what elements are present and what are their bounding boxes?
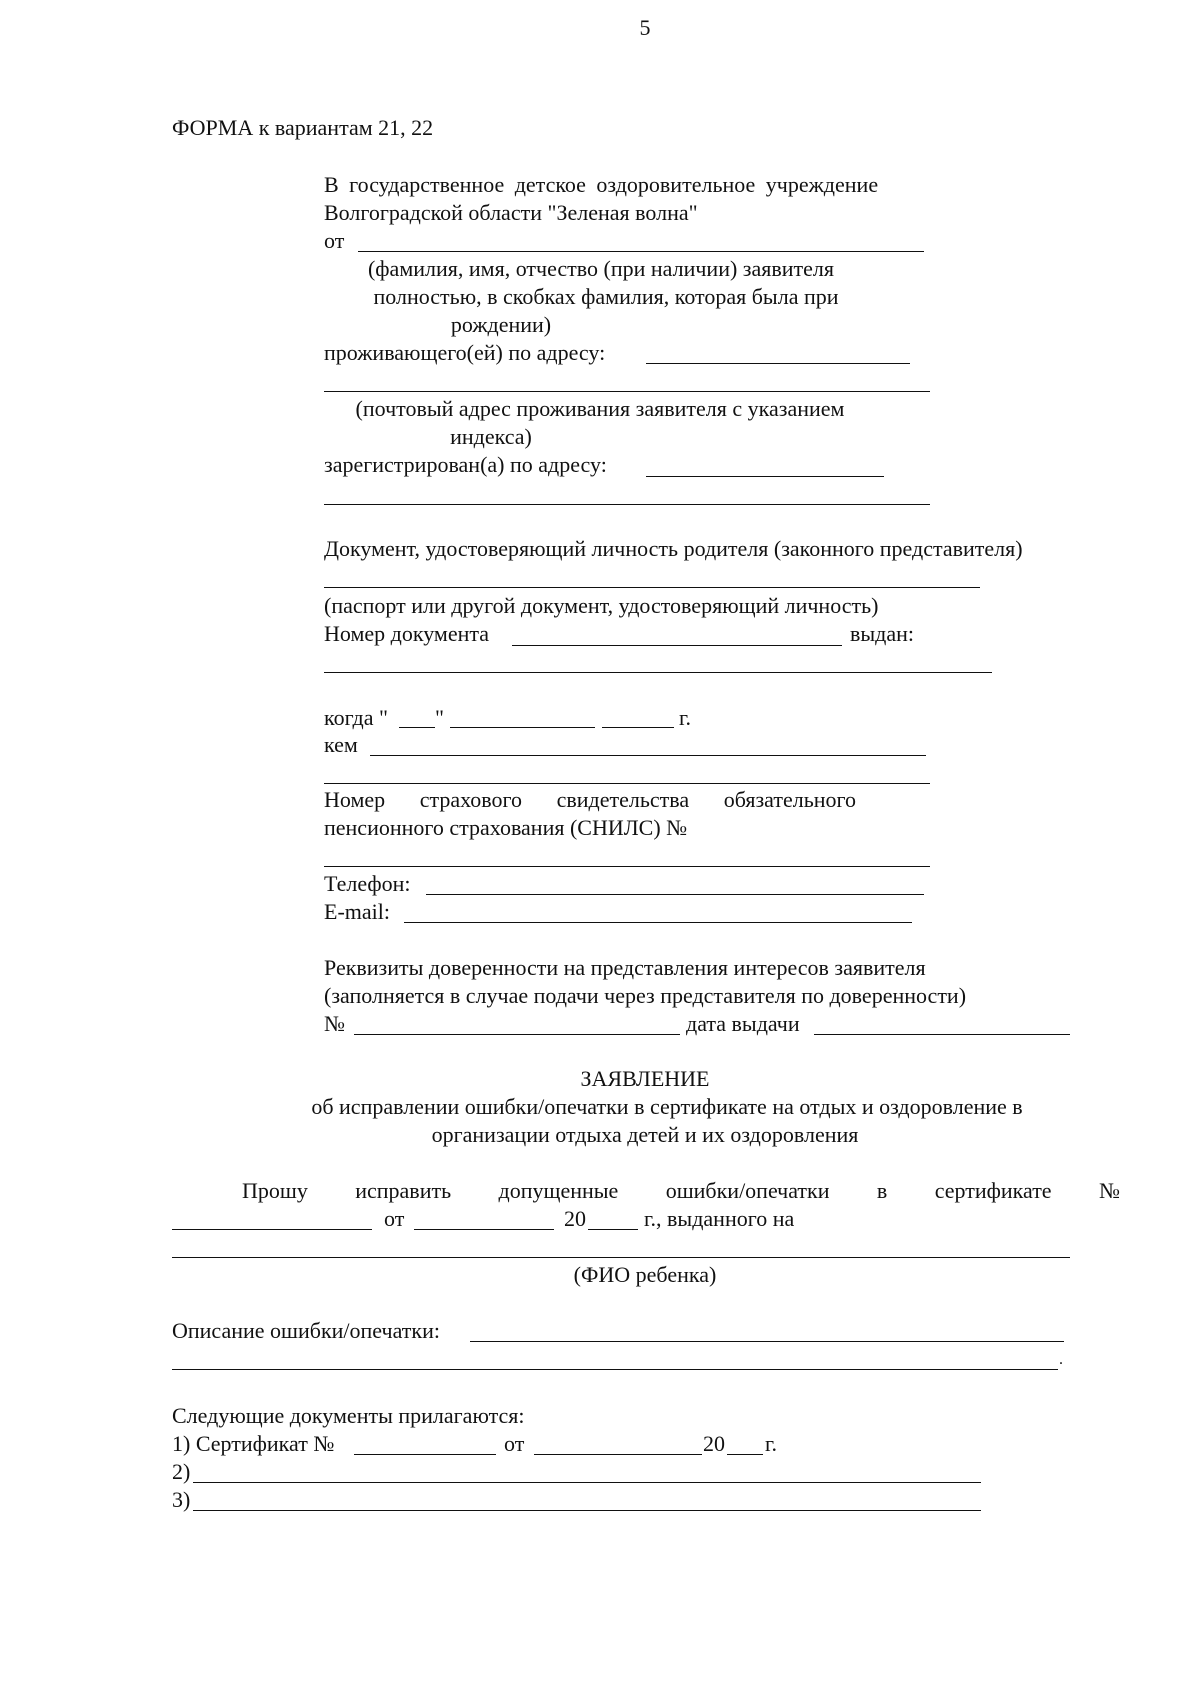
statement-title: ЗАЯВЛЕНИЕ (580, 1066, 710, 1091)
error-description-line-1[interactable] (470, 1341, 1064, 1342)
attachments-heading: Следующие документы прилагаются: (172, 1403, 525, 1428)
issued-line[interactable] (324, 672, 992, 673)
when-label: когда " (324, 705, 388, 730)
identity-note: (паспорт или другой документ, удостоверяющий личность) (324, 593, 879, 618)
request-word: допущенные (498, 1178, 619, 1203)
page-number: 5 (639, 15, 651, 40)
request-word: в (876, 1178, 888, 1203)
error-description-label: Описание ошибки/опечатки: (172, 1318, 440, 1343)
certificate-year-line[interactable] (588, 1229, 638, 1230)
snils-number-line[interactable] (324, 866, 930, 867)
applicant-name-line[interactable] (358, 251, 924, 252)
proxy-number-label: № (324, 1011, 345, 1036)
attachment-1-date-line[interactable] (534, 1454, 702, 1455)
addressee-line-2: Волгоградской области "Зеленая волна" (324, 200, 698, 225)
request-word: № (1098, 1178, 1120, 1203)
phone-line[interactable] (426, 894, 924, 895)
when-quote-close: " (435, 705, 444, 730)
certificate-issued-to: г., выданного на (644, 1206, 795, 1231)
statement-subtitle-2: организации отдыха детей и их оздоровления (431, 1122, 859, 1147)
certificate-from-label: от (384, 1206, 405, 1231)
form-label: ФОРМА к вариантам 21, 22 (172, 115, 434, 140)
identity-heading: Документ, удостоверяющий личность родителя (законного представителя) (324, 536, 1023, 561)
addressee-line-1: В государственное детское оздоровительное учреждение (324, 172, 879, 197)
fio-note-1: (фамилия, имя, отчество (при наличии) заявителя (367, 256, 835, 281)
snils-word: обязательного (723, 787, 856, 812)
snils-word: свидетельства (556, 787, 690, 812)
residence-address-line-1[interactable] (646, 363, 910, 364)
fio-note-2: полностью, в скобках фамилия, которая была при (373, 284, 839, 309)
by-whom-line-2[interactable] (324, 783, 930, 784)
proxy-line-1: Реквизиты доверенности на представления интересов заявителя (324, 955, 926, 980)
snils-word: Номер (324, 787, 386, 812)
proxy-date-label: дата выдачи (686, 1011, 800, 1036)
email-line[interactable] (404, 922, 912, 923)
attachment-3-line[interactable] (193, 1510, 981, 1511)
attachment-3-label: 3) (172, 1487, 191, 1512)
when-year-suffix: г. (679, 705, 692, 730)
attachment-1-suffix: г. (765, 1431, 778, 1456)
request-line (242, 1178, 1120, 1204)
snils-word: страхового (419, 787, 523, 812)
residence-note-2: индекса) (450, 424, 532, 449)
certificate-year-prefix: 20 (564, 1206, 586, 1231)
from-label: от (324, 228, 345, 253)
by-whom-line-1[interactable] (370, 755, 926, 756)
proxy-number-line[interactable] (354, 1034, 680, 1035)
child-fio-note: (ФИО ребенка) (573, 1262, 717, 1287)
proxy-line-2: (заполняется в случае подачи через представителя по доверенности) (324, 983, 967, 1008)
when-month-line[interactable] (450, 727, 595, 728)
attachment-2-label: 2) (172, 1459, 191, 1484)
request-word: сертификате (934, 1178, 1052, 1203)
certificate-date-line[interactable] (414, 1229, 554, 1230)
phone-label: Телефон: (324, 871, 411, 896)
statement-subtitle-1: об исправлении ошибки/опечатки в сертификате на отдых и оздоровление в (311, 1094, 1023, 1119)
by-whom-label: кем (324, 732, 358, 757)
attachment-1-year: 20 (703, 1431, 725, 1456)
issued-label: выдан: (850, 621, 915, 646)
request-word: исправить (355, 1178, 452, 1203)
registered-address-line-2[interactable] (324, 504, 930, 505)
when-day-line[interactable] (399, 727, 435, 728)
error-description-line-2[interactable] (172, 1369, 1058, 1370)
snils-line-2: пенсионного страхования (СНИЛС) № (324, 815, 688, 840)
snils-line-1 (324, 787, 856, 813)
residence-note-1: (почтовый адрес проживания заявителя с указанием (355, 396, 845, 421)
attachment-1-from: от (504, 1431, 525, 1456)
registered-address-line-1[interactable] (646, 476, 884, 477)
attachment-1-year-line[interactable] (727, 1454, 763, 1455)
proxy-date-line[interactable] (814, 1034, 1070, 1035)
request-word: Прошу (242, 1178, 308, 1203)
doc-number-label: Номер документа (324, 621, 490, 646)
request-word: ошибки/опечатки (665, 1178, 830, 1203)
registered-label: зарегистрирован(а) по адресу: (324, 452, 607, 477)
identity-document-line[interactable] (324, 587, 980, 588)
error-description-end: . (1059, 1351, 1063, 1368)
residence-label: проживающего(ей) по адресу: (324, 340, 606, 365)
when-year-line[interactable] (602, 727, 674, 728)
attachment-1-label: 1) Сертификат № (172, 1431, 335, 1456)
attachment-2-line[interactable] (193, 1482, 981, 1483)
residence-address-line-2[interactable] (324, 391, 930, 392)
child-name-line[interactable] (172, 1257, 1070, 1258)
fio-note-3: рождении) (450, 312, 552, 337)
certificate-number-line[interactable] (172, 1229, 372, 1230)
email-label: E-mail: (324, 899, 390, 924)
doc-number-line[interactable] (512, 645, 842, 646)
attachment-1-number-line[interactable] (354, 1454, 496, 1455)
